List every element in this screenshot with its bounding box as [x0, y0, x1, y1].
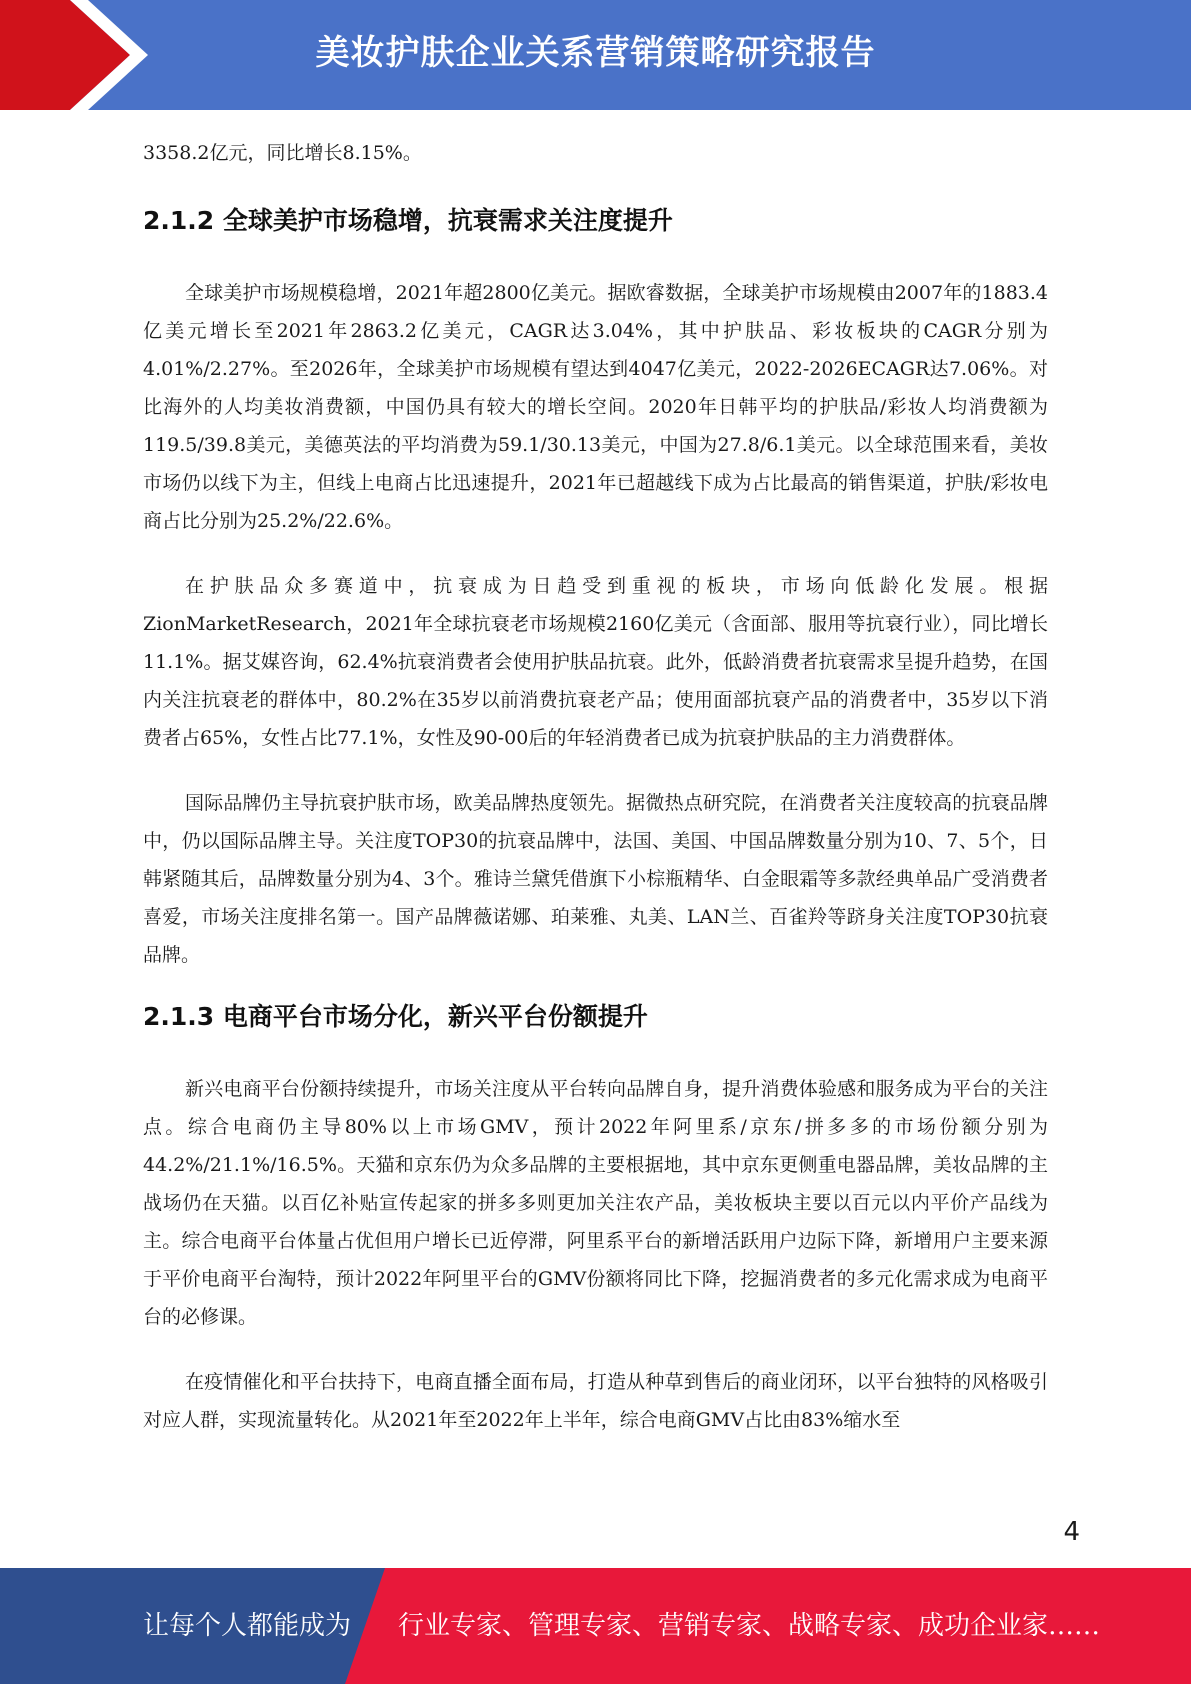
paragraph: 国际品牌仍主导抗衰护肤市场，欧美品牌热度领先。据微热点研究院，在消费者关注度较高的抗衰品牌中，仍以国际品牌主导。关注度TOP30的抗衰品牌中，法国、美国、中国品牌数量分别为10、7、5个，日韩紧随其后，品牌数量分别为4、3个。雅诗兰黛凭借旗下小棕瓶精华、白金眼霜等多款经典单品广受消费者喜爱，市场关注度排名第一。国产品牌薇诺娜、珀莱雅、丸美、LAN兰、百雀羚等跻身关注度TOP30抗衰品牌。: [143, 792, 1048, 966]
paragraph: 新兴电商平台份额持续提升，市场关注度从平台转向品牌自身，提升消费体验感和服务成为平台的关注点。综合电商仍主导80%以上市场GMV，预计2022年阿里系/京东/拼多多的市场份额分别为44.2%/21.1%/16.5%。天猫和京东仍为众多品牌的主要根据地，其中京东更侧重电器品牌，美妆品牌的主战场仍在天猫。以百亿补贴宣传起家的拼多多则更加关注农产品，美妆板块主要以百元以内平价产品线为主。综合电商平台体量占优但用户增长已近停滞，阿里系平台的新增活跃用户边际下降，新增用户主要来源于平价电商平台淘特，预计2022年阿里平台的GMV份额将同比下降，挖掘消费者的多元化需求成为电商平台的必修课。: [143, 1078, 1048, 1328]
section-heading-2-1-3: 2.1.3 电商平台市场分化，新兴平台份额提升: [143, 1002, 648, 1031]
report-title: 美妆护肤企业关系营销策略研究报告: [315, 33, 876, 73]
paragraph: 全球美护市场规模稳增，2021年超2800亿美元。据欧睿数据，全球美护市场规模由2007年的1883.4亿美元增长至2021年2863.2亿美元，CAGR达3.04%，其中护肤品、彩妆板块的CAGR分别为4.01%/2.27%。至2026年，全球美护市场规模有望达到4047亿美元，2022-2026ECAGR达7.06%。对比海外的人均美妆消费额，中国仍具有较大的增长空间。2020年日韩平均的护肤品/彩妆人均消费额为119.5/39.8美元，美德英法的平均消费为59.1/30.13美元，中国为27.8/6.1美元。以全球范围来看，美妆市场仍以线下为主，但线上电商占比迅速提升，2021年已超越线下成为占比最高的销售渠道，护肤/彩妆电商占比分别为25.2%/22.6%。: [143, 282, 1048, 532]
page-content: [143, 134, 1048, 1439]
section-heading-2-1-2: 2.1.2 全球美护市场稳增，抗衰需求关注度提升: [143, 206, 673, 235]
page-number: 4: [1063, 1517, 1080, 1547]
lead-text: 3358.2亿元，同比增长8.15%。: [143, 142, 422, 164]
footer-slogan-left: 让每个人都能成为: [143, 1611, 352, 1641]
paragraph: 在疫情催化和平台扶持下，电商直播全面布局，打造从种草到售后的商业闭环，以平台独特的风格吸引对应人群，实现流量转化。从2021年至2022年上半年，综合电商GMV占比由83%缩水至: [143, 1371, 1048, 1431]
paragraph: 在护肤品众多赛道中，抗衰成为日趋受到重视的板块，市场向低龄化发展。根据ZionMarketResearch，2021年全球抗衰老市场规模2160亿美元（含面部、服用等抗衰行业），同比增长11.1%。据艾媒咨询，62.4%抗衰消费者会使用护肤品抗衰。此外，低龄消费者抗衰需求呈提升趋势，在国内关注抗衰老的群体中，80.2%在35岁以前消费抗衰老产品；使用面部抗衰产品的消费者中，35岁以下消费者占65%，女性占比77.1%，女性及90-00后的年轻消费者已成为抗衰护肤品的主力消费群体。: [143, 575, 1048, 749]
footer-slogan-right: 行业专家、管理专家、营销专家、战略专家、成功企业家……: [398, 1611, 1101, 1641]
page-header: [0, 0, 1191, 110]
header-arrow-decoration: [0, 0, 160, 110]
page-footer: [0, 1568, 1191, 1684]
